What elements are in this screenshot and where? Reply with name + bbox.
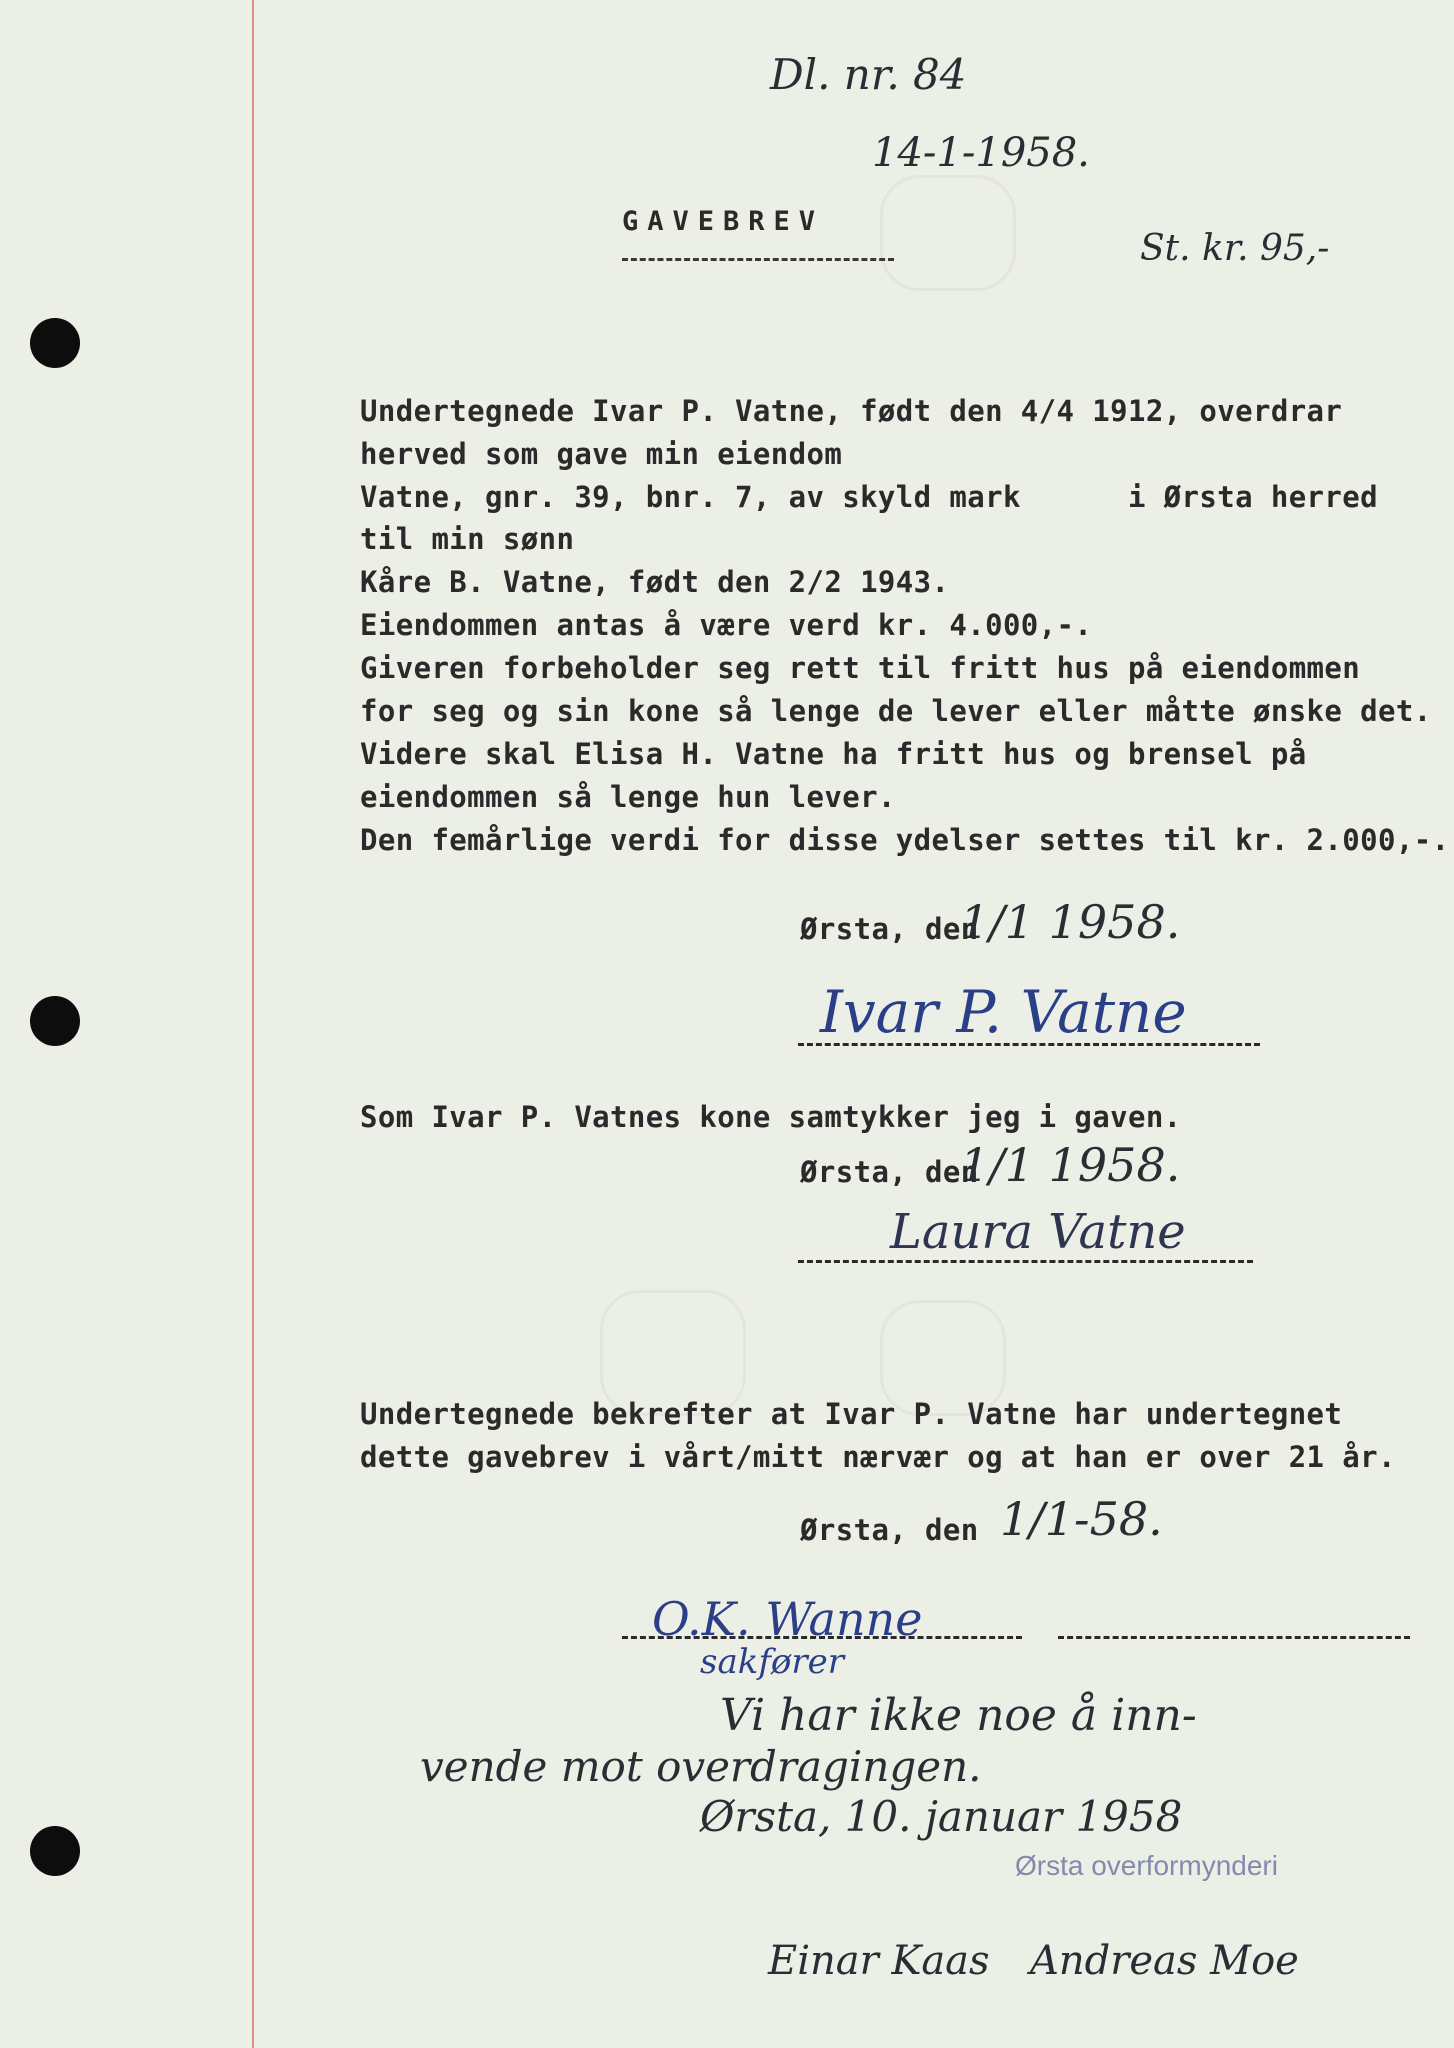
signature-line — [622, 1636, 1022, 1639]
body-line: Giveren forbeholder seg rett til fritt hus på eiendommen — [360, 651, 1361, 685]
stamp-fee: St. kr. 95,- — [1140, 228, 1330, 269]
place-label: Ørsta, den — [800, 912, 979, 946]
body-line: Vatne, gnr. 39, bnr. 7, av skyld mark i Ørsta herred — [360, 480, 1378, 514]
place-label: Ørsta, den — [800, 1155, 979, 1189]
document-title: GAVEBREV — [622, 206, 825, 237]
signature-guardian: Einar Kaas — [768, 1938, 990, 1984]
title-underline — [622, 258, 894, 261]
signature-witness: O.K. Wanne — [652, 1592, 923, 1646]
punch-hole — [30, 996, 80, 1046]
punch-hole — [30, 1826, 80, 1876]
signature-line — [1058, 1636, 1410, 1639]
body-line: til min sønn — [360, 522, 575, 556]
signature-guardian: Andreas Moe — [1030, 1938, 1299, 1984]
body-line: Undertegnede Ivar P. Vatne, født den 4/4 1912, overdrar — [360, 394, 1343, 428]
witness-text: Undertegnede bekrefter at Ivar P. Vatne har undertegnet — [360, 1397, 1343, 1431]
body-line: Kåre B. Vatne, født den 2/2 1943. — [360, 565, 950, 599]
handwritten-date: 1/1 1958. — [960, 895, 1181, 949]
witness-text: dette gavebrev i vårt/mitt nærvær og at han er over 21 år. — [360, 1440, 1396, 1474]
note-line: vende mot overdragingen. — [420, 1742, 982, 1791]
signature-line — [798, 1260, 1253, 1263]
witness-title: sakfører — [700, 1642, 845, 1682]
body-line: herved som gave min eiendom — [360, 437, 843, 471]
signature-giver: Ivar P. Vatne — [820, 978, 1187, 1046]
body-line: Videre skal Elisa H. Vatne ha fritt hus og brensel på — [360, 737, 1307, 771]
body-line: eiendommen så lenge hun lever. — [360, 780, 896, 814]
watermark — [880, 175, 1016, 291]
place-label: Ørsta, den — [800, 1513, 979, 1547]
body-line: for seg og sin kone så lenge de lever eller måtte ønske det. — [360, 694, 1432, 728]
overformynderi-stamp: Ørsta overformynderi — [1015, 1850, 1278, 1881]
handwritten-date: 1/1-58. — [1000, 1492, 1163, 1546]
signature-wife: Laura Vatne — [890, 1204, 1186, 1260]
consent-text: Som Ivar P. Vatnes kone samtykker jeg i gaven. — [360, 1100, 1182, 1134]
handwritten-date: 1/1 1958. — [960, 1138, 1181, 1192]
body-line: Den femårlige verdi for disse ydelser settes til kr. 2.000,-. — [360, 823, 1450, 857]
margin-rule — [252, 0, 254, 2048]
reference-number: Dl. nr. 84 — [770, 50, 967, 99]
reference-date: 14-1-1958. — [872, 130, 1090, 176]
note-line: Vi har ikke noe å inn- — [720, 1690, 1197, 1741]
punch-hole — [30, 318, 80, 368]
note-place-date: Ørsta, 10. januar 1958 — [700, 1792, 1183, 1841]
body-line: Eiendommen antas å være verd kr. 4.000,-. — [360, 608, 1093, 642]
signature-line — [798, 1043, 1260, 1046]
